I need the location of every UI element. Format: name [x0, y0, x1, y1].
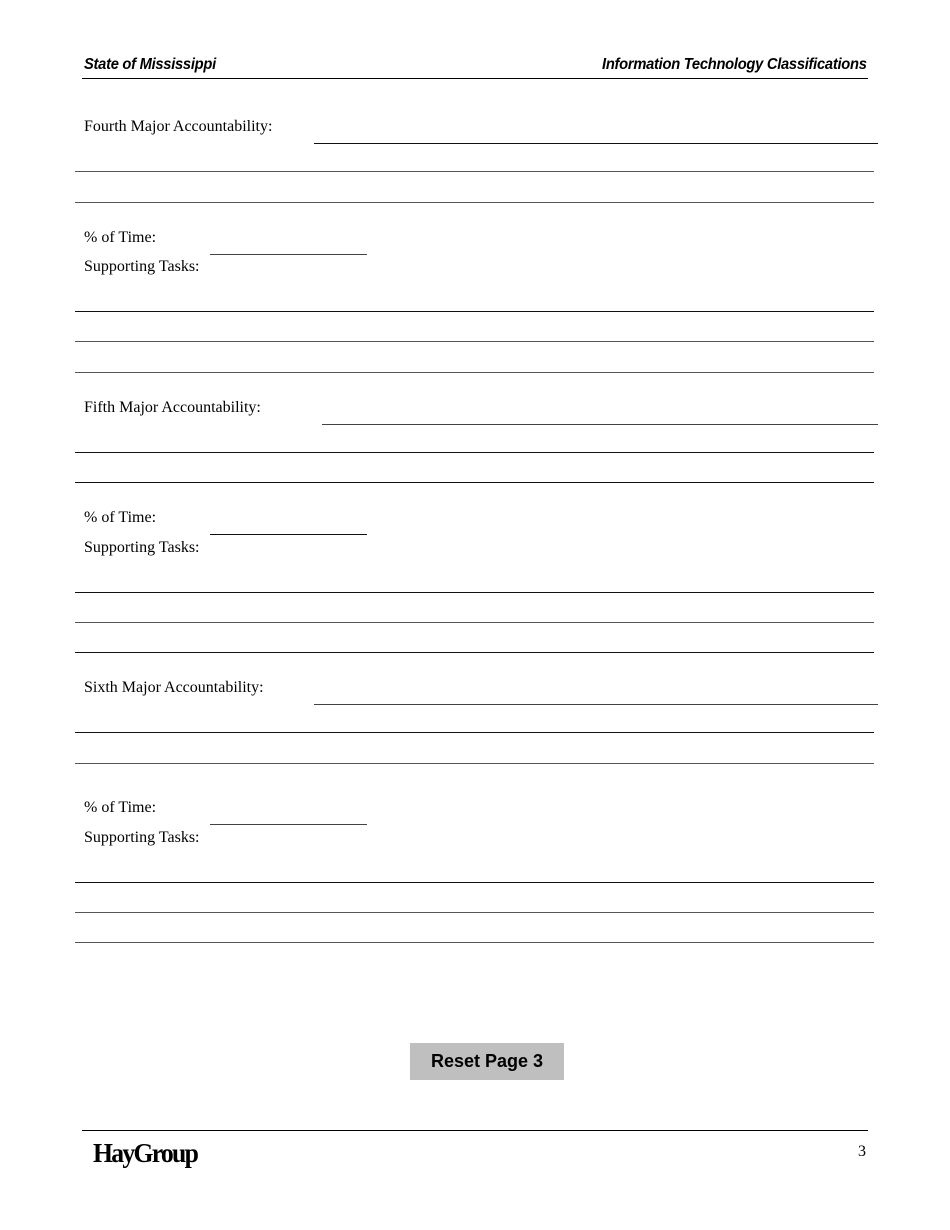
- header-left-title: State of Mississippi: [84, 56, 216, 73]
- fifth-tasks-label: Supporting Tasks:: [84, 539, 200, 556]
- fifth-tasks-line-3[interactable]: [75, 652, 874, 653]
- sixth-accountability-line-3[interactable]: [75, 763, 874, 764]
- sixth-tasks-label: Supporting Tasks:: [84, 829, 200, 846]
- fifth-accountability-line-2[interactable]: [75, 452, 874, 453]
- header-rule: [82, 78, 868, 79]
- fifth-accountability-label: Fifth Major Accountability:: [84, 399, 261, 416]
- page-number: 3: [858, 1143, 866, 1160]
- fourth-time-field[interactable]: [210, 230, 367, 255]
- fifth-tasks-line-2[interactable]: [75, 622, 874, 623]
- fourth-accountability-line-2[interactable]: [75, 171, 874, 172]
- fourth-accountability-label: Fourth Major Accountability:: [84, 118, 273, 135]
- footer-rule: [82, 1130, 868, 1131]
- sixth-time-field[interactable]: [210, 800, 367, 825]
- fourth-tasks-label: Supporting Tasks:: [84, 258, 200, 275]
- haygroup-logo: HayGroup: [93, 1138, 198, 1168]
- sixth-time-label: % of Time:: [84, 799, 157, 816]
- reset-page-button[interactable]: Reset Page 3: [410, 1043, 564, 1080]
- fifth-tasks-line-1[interactable]: [75, 592, 874, 593]
- fourth-tasks-line-1[interactable]: [75, 311, 874, 312]
- fifth-time-label: % of Time:: [84, 509, 157, 526]
- fourth-tasks-line-2[interactable]: [75, 341, 874, 342]
- fourth-accountability-field[interactable]: [314, 119, 878, 144]
- fifth-accountability-line-3[interactable]: [75, 482, 874, 483]
- fourth-time-label: % of Time:: [84, 229, 157, 246]
- fourth-tasks-line-3[interactable]: [75, 372, 874, 373]
- fourth-accountability-line-3[interactable]: [75, 202, 874, 203]
- fifth-accountability-field[interactable]: [322, 400, 878, 425]
- sixth-tasks-line-2[interactable]: [75, 912, 874, 913]
- sixth-accountability-label: Sixth Major Accountability:: [84, 679, 264, 696]
- sixth-accountability-field[interactable]: [314, 680, 878, 705]
- sixth-tasks-line-3[interactable]: [75, 942, 874, 943]
- fifth-time-field[interactable]: [210, 510, 367, 535]
- header-right-title: Information Technology Classifications: [602, 56, 867, 73]
- sixth-accountability-line-2[interactable]: [75, 732, 874, 733]
- sixth-tasks-line-1[interactable]: [75, 882, 874, 883]
